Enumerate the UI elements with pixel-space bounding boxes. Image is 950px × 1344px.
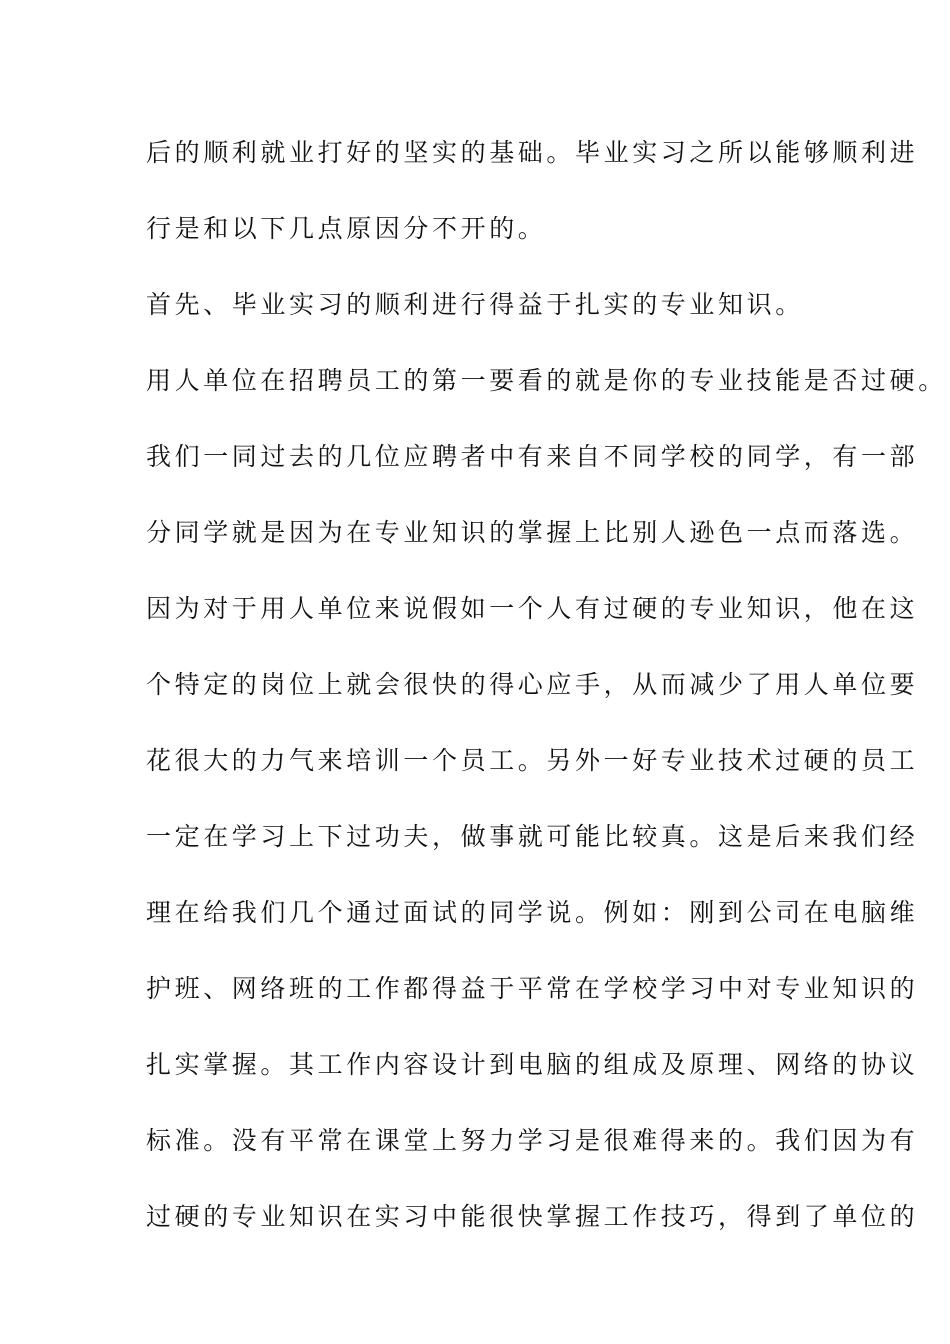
text-line: 首先、毕业实习的顺利进行得益于扎实的专业知识。 — [146, 290, 804, 319]
text-line: 我们一同过去的几位应聘者中有来自不同学校的同学，有一部 — [146, 442, 919, 471]
text-line: 扎实掌握。其工作内容设计到电脑的组成及原理、网络的协议 — [146, 1050, 919, 1079]
text-line: 后的顺利就业打好的坚实的基础。毕业实习之所以能够顺利进 — [146, 138, 919, 167]
text-line: 护班、网络班的工作都得益于平常在学校学习中对专业知识的 — [146, 974, 919, 1003]
text-line: 花很大的力气来培训一个员工。另外一好专业技术过硬的员工 — [146, 746, 919, 775]
text-line: 个特定的岗位上就会很快的得心应手，从而减少了用人单位要 — [146, 670, 919, 699]
text-line: 过硬的专业知识在实习中能很快掌握工作技巧，得到了单位的 — [146, 1202, 919, 1231]
text-line: 行是和以下几点原因分不开的。 — [146, 214, 547, 243]
document-body-text — [146, 133, 947, 1273]
text-line: 标准。没有平常在课堂上努力学习是很难得来的。我们因为有 — [146, 1126, 919, 1155]
text-line: 用人单位在招聘员工的第一要看的就是你的专业技能是否过硬。 — [146, 366, 947, 395]
text-line: 一定在学习上下过功夫，做事就可能比较真。这是后来我们经 — [146, 822, 919, 851]
text-line: 理在给我们几个通过面试的同学说。例如：刚到公司在电脑维 — [146, 898, 919, 927]
text-line: 分同学就是因为在专业知识的掌握上比别人逊色一点而落选。 — [146, 518, 919, 547]
text-line: 因为对于用人单位来说假如一个人有过硬的专业知识，他在这 — [146, 594, 919, 623]
